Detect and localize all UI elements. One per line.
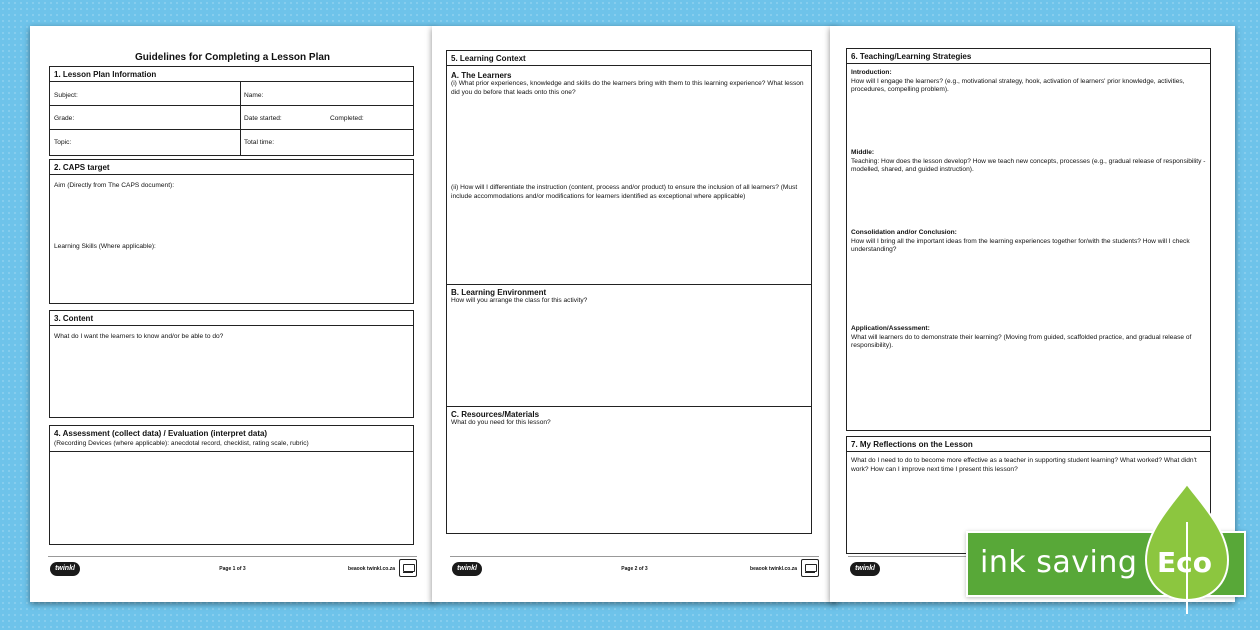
section-5-heading: 5. Learning Context xyxy=(447,51,811,66)
section-1-heading: 1. Lesson Plan Information xyxy=(50,67,413,82)
content-prompt: What do I want the learners to know and/or be able to do? xyxy=(54,333,224,340)
introduction-prompt: How will I engage the learners? (e.g., motivational strategy, hook, activation of learners' prior knowledge, activities, procedures, compelling problem). xyxy=(851,77,1185,94)
learning-skills-label: Learning Skills (Where applicable): xyxy=(54,243,156,250)
page-1-footer xyxy=(48,556,417,580)
consolidation-title: Consolidation and/or Conclusion: xyxy=(851,229,957,236)
section-6-heading: 6. Teaching/Learning Strategies xyxy=(847,49,1210,64)
middle-title: Middle: xyxy=(851,149,875,156)
page-1 xyxy=(30,26,435,602)
ink-saving-label: ink saving xyxy=(980,545,1138,580)
resources-title: C. Resources/Materials xyxy=(451,410,540,419)
section-teaching-strategies xyxy=(846,48,1211,431)
section-content xyxy=(49,310,414,418)
completed-label: Completed: xyxy=(330,115,364,122)
page-number: Page 2 of 3 xyxy=(621,566,648,572)
total-time-label: Total time: xyxy=(244,139,275,146)
resources-prompt: What do you need for this lesson? xyxy=(451,419,551,426)
learners-prompt-1: (i) What prior experiences, knowledge and skills do the learners bring with them to this learning experience? What lesson did you do before that leads onto this one? xyxy=(451,80,804,96)
twinkl-logo: twinkl xyxy=(850,562,880,576)
section-assessment xyxy=(49,425,414,545)
environment-prompt: How will you arrange the class for this activity? xyxy=(451,297,588,304)
site-url: beaook twinkl.co.za xyxy=(750,566,797,572)
section-7-heading: 7. My Reflections on the Lesson xyxy=(847,437,1210,452)
learners-prompt-2: (ii) How will I differentiate the instruction (content, process and/or product) to ensure the inclusion of all learners? (Must include accommodations and/or modifications for learners identified as exceptional where applicable) xyxy=(451,184,798,200)
page-2-footer xyxy=(450,556,819,580)
name-label: Name: xyxy=(244,92,264,99)
application-title: Application/Assessment: xyxy=(851,325,930,332)
learners-title: A. The Learners xyxy=(451,71,512,80)
grade-label: Grade: xyxy=(54,115,75,122)
section-3-heading: 3. Content xyxy=(50,311,413,326)
eco-label: Eco xyxy=(1157,546,1212,579)
section-learning-context xyxy=(446,50,812,534)
application-prompt: What will learners do to demonstrate their learning? (Moving from guided, scaffolded practice, and gradual release of responsibility). xyxy=(851,333,1192,350)
consolidation-prompt: How will I bring all the important ideas from the learning experiences together for/with the students? How will I check understanding? xyxy=(851,237,1190,254)
reflections-prompt: What do I need to do to become more effective as a teacher in supporting student learning? What worked? What didn't work? How can I improve next time I present this lesson? xyxy=(851,457,1197,473)
introduction-title: Introduction: xyxy=(851,69,892,76)
twinkl-logo: twinkl xyxy=(50,562,80,576)
quality-badge-icon xyxy=(801,559,819,577)
environment-title: B. Learning Environment xyxy=(451,288,547,297)
topic-label: Topic: xyxy=(54,139,72,146)
section-caps-target xyxy=(49,159,414,304)
twinkl-logo: twinkl xyxy=(452,562,482,576)
page-2 xyxy=(432,26,837,602)
quality-badge-icon xyxy=(399,559,417,577)
date-started-label: Date started: xyxy=(244,115,282,122)
assessment-prompt: (Recording Devices (where applicable): anecdotal record, checklist, rating scale, rubric) xyxy=(54,440,309,447)
section-4-heading: 4. Assessment (collect data) / Evaluation (interpret data) xyxy=(54,429,268,438)
page-number: Page 1 of 3 xyxy=(219,566,246,572)
aim-label: Aim (Directly from The CAPS document): xyxy=(54,182,175,189)
document-title: Guidelines for Completing a Lesson Plan xyxy=(134,52,331,63)
subject-label: Subject: xyxy=(54,92,78,99)
site-url: beaook twinkl.co.za xyxy=(348,566,395,572)
section-lesson-plan-information xyxy=(49,66,414,156)
section-2-heading: 2. CAPS target xyxy=(50,160,413,175)
middle-prompt: Teaching: How does the lesson develop? How we teach new concepts, processes (e.g., gradual release of responsibility - modelled, shared, and guided instruction). xyxy=(851,157,1206,174)
